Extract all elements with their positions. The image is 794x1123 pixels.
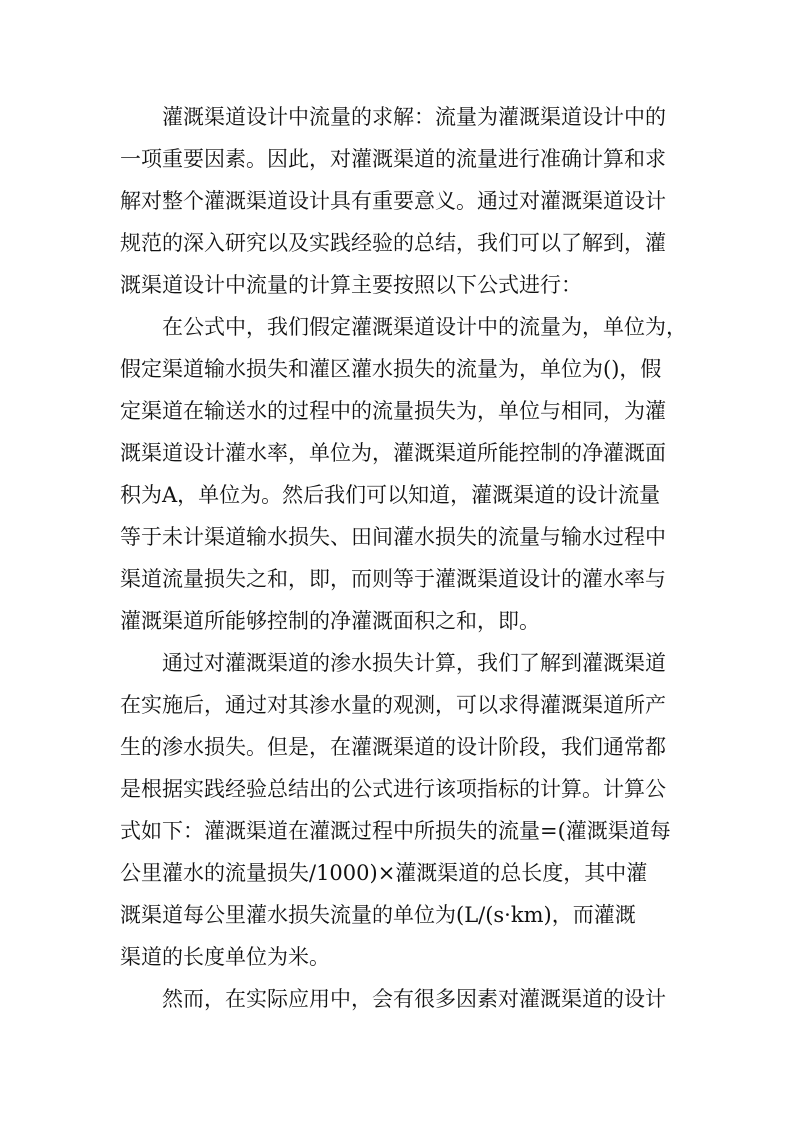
paragraph-2-line-1: 在公式中，我们假定灌溉渠道设计中的流量为，单位为， (162, 315, 687, 339)
paragraph-3-line-6: 公里灌水的流量损失/1000)×灌溉渠道的总长度，其中灌 (120, 861, 648, 885)
paragraph-1-line-5: 溉渠道设计中流量的计算主要按照以下公式进行： (120, 273, 582, 297)
paragraph-3-line-4: 是根据实践经验总结出的公式进行该项指标的计算。计算公 (120, 777, 666, 801)
paragraph-4-line-1: 然而，在实际应用中，会有很多因素对灌溉渠道的设计 (162, 987, 666, 1011)
paragraph-2-line-3: 定渠道在输送水的过程中的流量损失为，单位与相同，为灌 (120, 399, 666, 423)
paragraph-3-line-7: 溉渠道每公里灌水损失流量的单位为(L/(s·km)，而灌溉 (120, 903, 636, 927)
paragraph-2-line-5: 积为A，单位为。然后我们可以知道，灌溉渠道的设计流量 (120, 483, 661, 507)
paragraph-1-line-3: 解对整个灌溉渠道设计具有重要意义。通过对灌溉渠道设计 (120, 189, 666, 213)
paragraph-3-line-1: 通过对灌溉渠道的渗水损失计算，我们了解到灌溉渠道 (162, 651, 666, 675)
paragraph-3-line-8: 渠道的长度单位为米。 (120, 945, 330, 969)
paragraph-3-line-5: 式如下：灌溉渠道在灌溉过程中所损失的流量=(灌溉渠道每 (120, 819, 671, 843)
paragraph-1-line-2: 一项重要因素。因此，对灌溉渠道的流量进行准确计算和求 (120, 147, 666, 171)
paragraph-3-line-3: 生的渗水损失。但是，在灌溉渠道的设计阶段，我们通常都 (120, 735, 666, 759)
paragraph-1-line-1: 灌溉渠道设计中流量的求解：流量为灌溉渠道设计中的 (162, 105, 666, 129)
paragraph-2-line-4: 溉渠道设计灌水率，单位为，灌溉渠道所能控制的净灌溉面 (120, 441, 666, 465)
paragraph-2-line-8: 灌溉渠道所能够控制的净灌溉面积之和，即。 (120, 609, 540, 633)
paragraph-1-line-4: 规范的深入研究以及实践经验的总结，我们可以了解到，灌 (120, 231, 666, 255)
paragraph-2-line-2: 假定渠道输水损失和灌区灌水损失的流量为，单位为()，假 (120, 357, 662, 381)
paragraph-2-line-7: 渠道流量损失之和，即，而则等于灌溉渠道设计的灌水率与 (120, 567, 666, 591)
paragraph-3-line-2: 在实施后，通过对其渗水量的观测，可以求得灌溉渠道所产 (120, 693, 666, 717)
paragraph-2-line-6: 等于未计渠道输水损失、田间灌水损失的流量与输水过程中 (120, 525, 666, 549)
